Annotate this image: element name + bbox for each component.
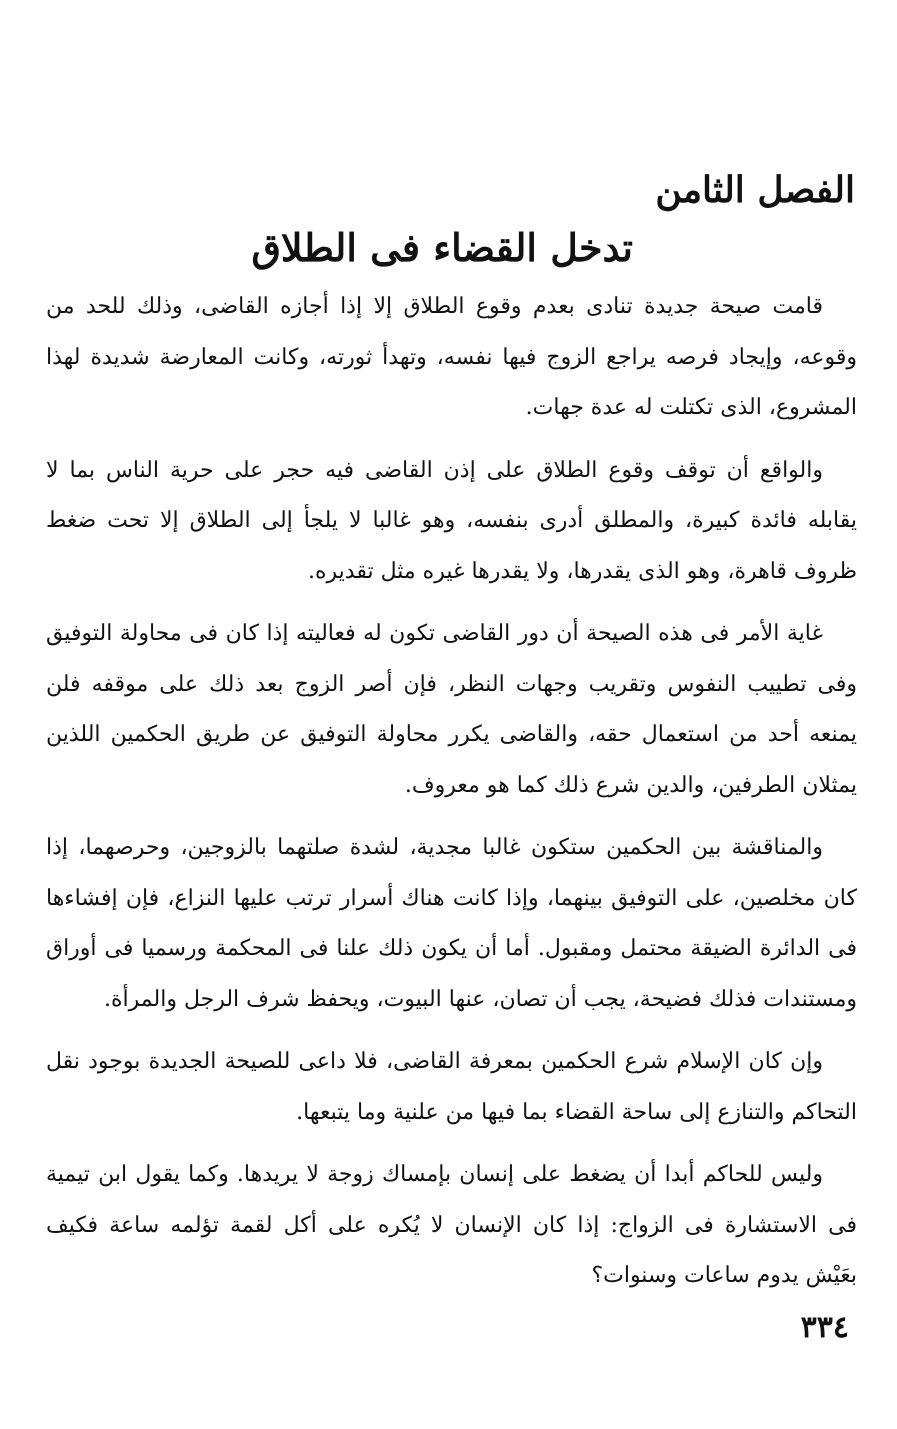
paragraph-6: وليس للحاكم أبدا أن يضغط على إنسان بإمساك زوجة لا يريدها. وكما يقول ابن تيمية فى الاستشارة فى الزواج: إذا كان الإنسان لا يُكره على أكل لقمة تؤلمه ساعة فكيف بعَيْش يدوم ساعات وسنوات؟ xyxy=(46,1162,857,1288)
book-page xyxy=(46,0,857,1429)
chapter-body xyxy=(46,282,857,1314)
chapter-label: الفصل الثامن xyxy=(655,169,855,211)
paragraph-4: والمناقشة بين الحكمين ستكون غالبا مجدية، لشدة صلتهما بالزوجين، وحرصهما، إذا كان مخلصين، على التوفيق بينهما، وإذا كانت هناك أسرار ترتب عليها النزاع، فإن إفشاءها فى الدائرة الضيقة محتمل ومقبول. أما أن يكون ذلك علنا فى المحكمة ورسميا فى أوراق ومستندات فذلك فضيحة، يجب أن تصان، عنها البيوت، ويحفظ شرف الرجل والمرأة. xyxy=(46,835,857,1012)
paragraph-1: قامت صيحة جديدة تنادى بعدم وقوع الطلاق إلا إذا أجازه القاضى، وذلك للحد من وقوعه، وإيجاد فرصه يراجع الزوج فيها نفسه، وتهدأ ثورته، وكانت المعارضة شديدة لهذا المشروع، الذى تكتلت له عدة جهات. xyxy=(46,294,857,420)
paragraph-2: والواقع أن توقف وقوع الطلاق على إذن القاضى فيه حجر على حرية الناس بما لا يقابله فائدة كبيرة، والمطلق أدرى بنفسه، وهو غالبا لا يلجأ إلى الطلاق إلا تحت ضغط ظروف قاهرة، وهو الذى يقدرها، ولا يقدرها غيره مثل تقديره. xyxy=(46,457,857,584)
chapter-title: تدخل القضاء فى الطلاق xyxy=(251,225,633,270)
paragraph-3: غاية الأمر فى هذه الصيحة أن دور القاضى تكون له فعاليته إذا كان فى محاولة التوفيق وفى تطييب النفوس وتقريب وجهات النظر، فإن أصر الزوج بعد ذلك على موقفه فلن يمنعه أحد من استعمال حقه، والقاضى يكرر محاولة التوفيق عن طريق الحكمين اللذين يمثلان الطرفين، والدين شرع ذلك كما هو معروف. xyxy=(46,621,857,798)
paragraph-5: وإن كان الإسلام شرع الحكمين بمعرفة القاضى، فلا داعى للصيحة الجديدة بوجود نقل التحاكم والتنازع إلى ساحة القضاء بما فيها من علنية وما يتبعها. xyxy=(46,1049,857,1125)
page-number: ٣٣٤ xyxy=(800,1310,849,1345)
